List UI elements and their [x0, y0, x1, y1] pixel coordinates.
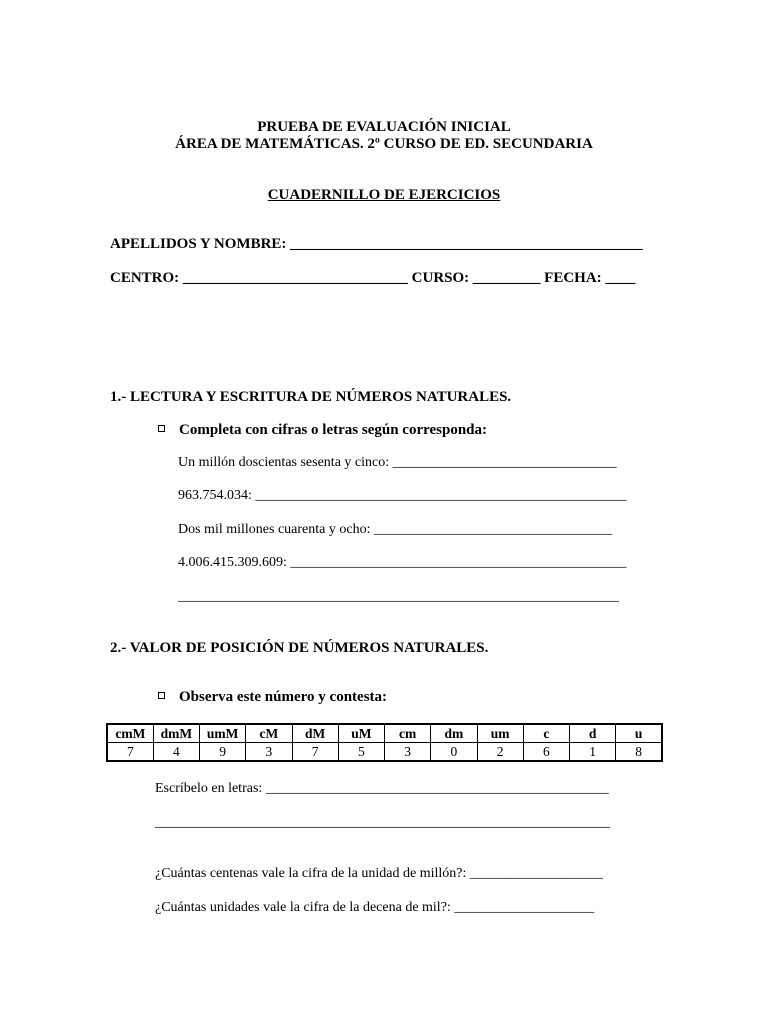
- place-digit-cell: 7: [292, 743, 338, 762]
- place-value-digit-row: [107, 743, 662, 762]
- title-line-2: ÁREA DE MATEMÁTICAS. 2º CURSO DE ED. SECUNDARIA: [175, 136, 593, 152]
- place-header-cell: cm: [385, 724, 431, 743]
- place-header-cell: dM: [292, 724, 338, 743]
- place-header-cell: umM: [200, 724, 246, 743]
- checkbox-bullet-icon: [158, 692, 165, 699]
- place-digit-cell: 8: [616, 743, 662, 762]
- place-header-cell: um: [477, 724, 523, 743]
- section2-bullet-text: Observa este número y contesta:: [179, 689, 388, 705]
- place-header-cell: u: [616, 724, 662, 743]
- place-digit-cell: 9: [200, 743, 246, 762]
- write-in-letters-line: Escríbelo en letras: _________________________________________________: [155, 781, 609, 796]
- section1-bullet-text: Completa con cifras o letras según corresponda:: [179, 422, 488, 438]
- section2-bullet: [158, 689, 387, 706]
- place-header-cell: dmM: [153, 724, 199, 743]
- place-digit-cell: 3: [246, 743, 292, 762]
- place-digit-cell: 0: [431, 743, 477, 762]
- place-digit-cell: 2: [477, 743, 523, 762]
- section1-bullet: [158, 422, 487, 439]
- place-digit-cell: 1: [570, 743, 616, 762]
- checkbox-bullet-icon: [158, 425, 165, 432]
- place-digit-cell: 5: [338, 743, 384, 762]
- section1-item-3: Dos mil millones cuarenta y ocho: __________________________________: [178, 522, 612, 537]
- title-line-1: PRUEBA DE EVALUACIÓN INICIAL: [257, 119, 511, 135]
- place-header-cell: cmM: [107, 724, 153, 743]
- place-digit-cell: 7: [107, 743, 153, 762]
- section1-heading: 1.- LECTURA Y ESCRITURA DE NÚMEROS NATURALES.: [110, 389, 512, 405]
- place-digit-cell: 3: [385, 743, 431, 762]
- section1-item-1: Un millón doscientas sesenta y cinco: ________________________________: [178, 455, 617, 470]
- place-header-cell: cM: [246, 724, 292, 743]
- section1-item-2: 963.754.034: _____________________________________________________: [178, 488, 627, 503]
- centro-field-line: CENTRO: ______________________________ CURSO: _________ FECHA: ____: [110, 270, 636, 286]
- place-header-cell: uM: [338, 724, 384, 743]
- place-value-header-row: [107, 724, 662, 743]
- place-header-cell: d: [570, 724, 616, 743]
- section2-heading: 2.- VALOR DE POSICIÓN DE NÚMEROS NATURALES.: [110, 640, 489, 656]
- question-2: ¿Cuántas unidades vale la cifra de la decena de mil?: ____________________: [155, 900, 595, 915]
- question-1: ¿Cuántas centenas vale la cifra de la unidad de millón?: ___________________: [155, 866, 603, 881]
- subtitle: CUADERNILLO DE EJERCICIOS: [267, 187, 501, 203]
- place-value-table: [106, 723, 663, 762]
- section1-item-5: _______________________________________________________________: [178, 589, 619, 604]
- name-field-line: APELLIDOS Y NOMBRE: _______________________________________________: [110, 236, 643, 252]
- place-header-cell: c: [523, 724, 569, 743]
- place-digit-cell: 6: [523, 743, 569, 762]
- place-header-cell: dm: [431, 724, 477, 743]
- section1-item-4: 4.006.415.309.609: ________________________________________________: [178, 555, 627, 570]
- blank-answer-line: _________________________________________________________________: [155, 815, 610, 830]
- place-digit-cell: 4: [153, 743, 199, 762]
